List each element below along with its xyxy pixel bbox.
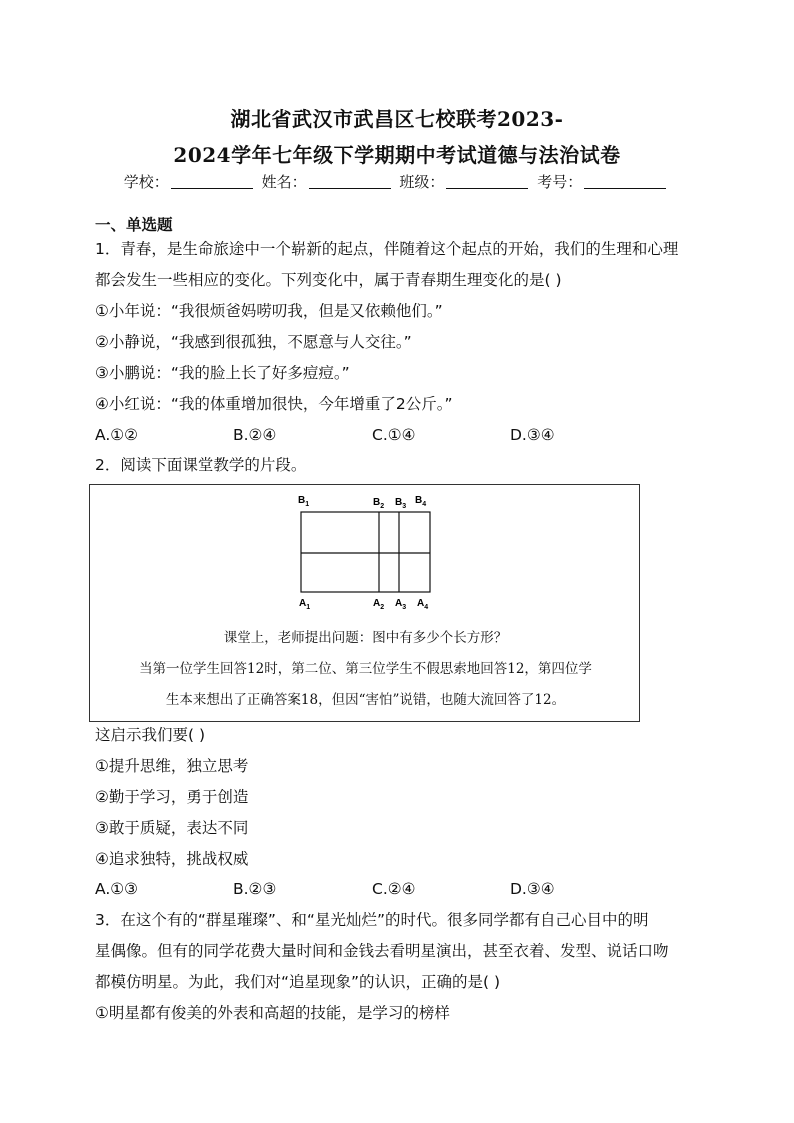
label-a3: $A_3$ [395, 598, 407, 611]
label-b1: $B_1$ [298, 495, 310, 508]
exam-title-line-1: 湖北省武汉市武昌区七校联考2023- [230, 107, 564, 131]
q1-item-4: ④小红说：“我的体重增加很快，今年增重了2公斤。” [95, 395, 453, 413]
q2-item-1: ①提升思维，独立思考 [95, 757, 249, 775]
q1-option-b[interactable]: B.②④ [233, 426, 277, 444]
label-b3: $B_3$ [395, 497, 407, 510]
exam-number-blank[interactable] [584, 174, 666, 189]
q2-stem: 2．阅读下面课堂教学的片段。 [95, 456, 307, 474]
q2-item-2: ②勤于学习，勇于创造 [95, 788, 249, 806]
school-label: 学校： [123, 173, 169, 191]
q1-item-3: ③小鹏说：“我的脸上长了好多痘痘。” [95, 364, 350, 382]
q3-stem-line-1: 3．在这个有的“群星璀璨”、和“星光灿烂”的时代。很多同学都有自己心目中的明 [95, 911, 649, 929]
q1-stem-line-1: 1．青春，是生命旅途中一个崭新的起点，伴随着这个起点的开始，我们的生理和心理 [95, 240, 679, 258]
q1-option-c[interactable]: C.①④ [372, 426, 416, 444]
q3-item-1: ①明星都有俊美的外表和高超的技能，是学习的榜样 [95, 1004, 450, 1022]
q2-option-c[interactable]: C.②④ [372, 880, 416, 898]
q2-option-b[interactable]: B.②③ [233, 880, 277, 898]
figure-caption-line-3: 生本来想出了正确答案18，但因“害怕”说错，也随大流回答了12。 [165, 692, 566, 708]
exam-number-label: 考号： [537, 173, 583, 191]
outer-rectangle [301, 512, 430, 592]
label-b2: $B_2$ [373, 497, 385, 510]
figure-caption-line-1: 课堂上，老师提出问题：图中有多少个长方形？ [223, 630, 508, 646]
label-b4: $B_4$ [415, 495, 427, 508]
label-a2: $A_2$ [373, 598, 385, 611]
rectangle-diagram [90, 485, 641, 615]
figure-caption-line-2: 当第一位学生回答12时，第二位、第三位学生不假思索地回答12，第四位学 [139, 661, 592, 677]
class-label: 班级： [399, 173, 445, 191]
class-blank[interactable] [446, 174, 528, 189]
label-a4: $A_4$ [417, 598, 429, 611]
q3-stem-line-2: 星偶像。但有的同学花费大量时间和金钱去看明星演出，甚至衣着、发型、说话口吻 [95, 942, 669, 960]
exam-title-line-2: 2024学年七年级下学期期中考试道德与法治试卷 [173, 143, 621, 167]
q1-item-1: ①小年说：“我很烦爸妈唠叨我，但是又依赖他们。” [95, 302, 443, 320]
q1-option-a[interactable]: A.①② [95, 426, 139, 444]
name-label: 姓名： [261, 173, 307, 191]
q1-item-2: ②小静说，“我感到很孤独，不愿意与人交往。” [95, 333, 412, 351]
student-info-row [0, 171, 794, 192]
q1-stem-line-2: 都会发生一些相应的变化。下列变化中，属于青春期生理变化的是( ) [95, 271, 562, 289]
section-heading: 一、单选题 [95, 216, 173, 234]
q1-option-d[interactable]: D.③④ [510, 426, 555, 444]
q2-prompt: 这启示我们要( ) [95, 726, 206, 744]
q2-item-4: ④追求独特，挑战权威 [95, 850, 249, 868]
label-a1: $A_1$ [299, 598, 311, 611]
q3-stem-line-3: 都模仿明星。为此，我们对“追星现象”的认识，正确的是( ) [95, 973, 501, 991]
q2-option-a[interactable]: A.①③ [95, 880, 139, 898]
name-blank[interactable] [309, 174, 391, 189]
q2-item-3: ③敢于质疑，表达不同 [95, 819, 249, 837]
q2-option-d[interactable]: D.③④ [510, 880, 555, 898]
school-blank[interactable] [171, 174, 253, 189]
classroom-figure-box [89, 484, 640, 722]
